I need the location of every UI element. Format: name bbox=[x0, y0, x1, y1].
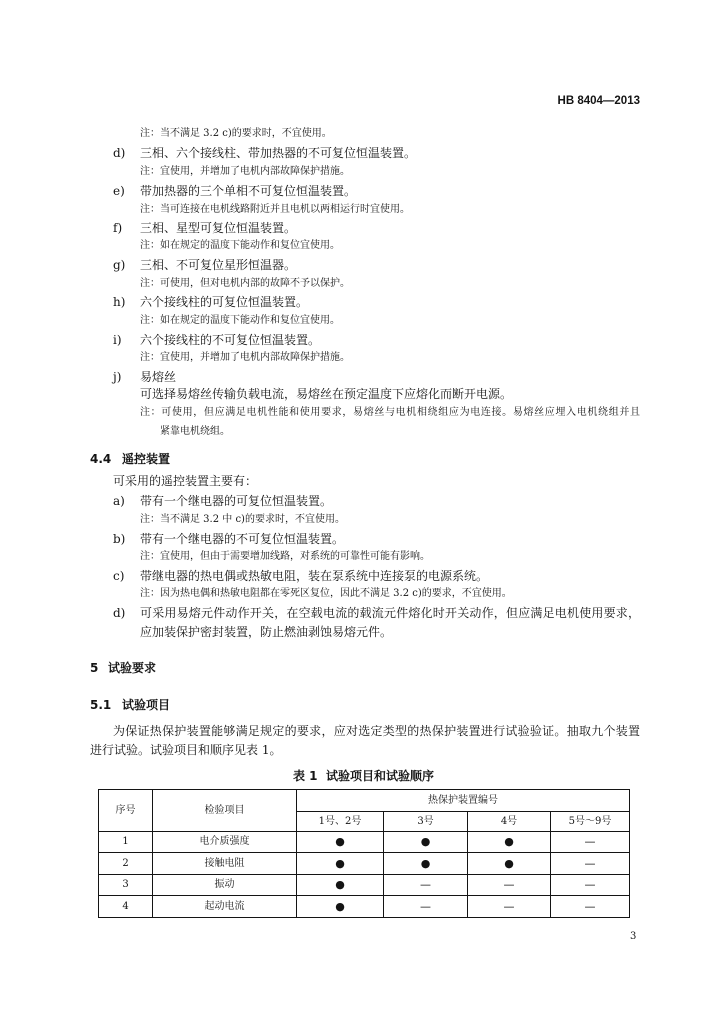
list-item bbox=[113, 295, 308, 309]
list-item-text: 三相、星型可复位恒温装置。 bbox=[140, 221, 297, 235]
table-cell-mark: — bbox=[551, 853, 630, 875]
section-number: 5 bbox=[90, 661, 99, 675]
list-item-text: 易熔丝 bbox=[140, 370, 177, 384]
list-item bbox=[113, 221, 296, 235]
paragraph-line: 为保证热保护装置能够满足规定的要求，应对选定类型的热保护装置进行试验验证。抽取九个装置 bbox=[113, 724, 640, 738]
note: 注：宜使用，并增加了电机内部故障保护措施。 bbox=[140, 166, 350, 177]
section-title: 试验要求 bbox=[108, 661, 157, 675]
list-item-label: c) bbox=[113, 569, 125, 583]
table-cell-mark: — bbox=[468, 896, 551, 918]
page-number: 3 bbox=[630, 931, 637, 942]
table-cell-mark: ● bbox=[297, 832, 384, 853]
table-cell-item: 电介质强度 bbox=[153, 832, 297, 853]
list-item bbox=[113, 184, 356, 198]
table-row bbox=[99, 875, 630, 896]
list-item-label: b) bbox=[113, 532, 126, 546]
table-cell-seq: 3 bbox=[99, 875, 153, 896]
list-item-label: e) bbox=[113, 184, 125, 198]
table-caption-number: 表 1 bbox=[293, 769, 318, 783]
note: 注：如在规定的温度下能动作和复位宜使用。 bbox=[140, 240, 340, 251]
paragraph-line: 进行试验。试验项目和顺序见表 1。 bbox=[90, 743, 282, 757]
table-row bbox=[99, 832, 630, 853]
table-row bbox=[99, 896, 630, 918]
table-cell-mark: ● bbox=[468, 853, 551, 875]
document-number: HB 8404—2013 bbox=[557, 95, 640, 107]
list-item bbox=[113, 532, 344, 546]
list-item-text: 带有一个继电器的不可复位恒温装置。 bbox=[140, 532, 345, 546]
table-caption-title: 试验项目和试验顺序 bbox=[326, 769, 435, 783]
list-item-text: 三相、六个接线柱、带加热器的不可复位恒温装置。 bbox=[140, 146, 417, 160]
list-item-text: 可采用易熔元件动作开关，在空载电流的载流元件熔化时开关动作，但应满足电机使用要求， bbox=[140, 606, 640, 620]
section-number: 5.1 bbox=[90, 698, 112, 712]
table-cell-item: 起动电流 bbox=[153, 896, 297, 918]
list-item-body: 可选择易熔丝传输负载电流，易熔丝在预定温度下应熔化而断开电源。 bbox=[140, 387, 513, 401]
table-cell-item: 接触电阻 bbox=[153, 853, 297, 875]
list-item-label: j) bbox=[113, 370, 122, 384]
list-item-label: h) bbox=[113, 295, 126, 309]
list-item-text: 带加热器的三个单相不可复位恒温装置。 bbox=[140, 184, 357, 198]
table-cell-mark: — bbox=[551, 896, 630, 918]
list-item bbox=[113, 569, 488, 583]
table-cell-mark: — bbox=[551, 832, 630, 853]
table-header-cell-seq: 序号 bbox=[99, 790, 153, 832]
note: 注：可使用，但应满足电机性能和使用要求，易熔丝与电机相绕组应为电连接。易熔丝应埋入电机绕组并且 bbox=[140, 407, 640, 418]
list-item-label: d) bbox=[113, 606, 126, 620]
table-cell-mark: ● bbox=[297, 875, 384, 896]
list-item-label: a) bbox=[113, 494, 125, 508]
section-title: 遥控装置 bbox=[122, 452, 171, 466]
paragraph-line: 可采用的遥控装置主要有： bbox=[113, 474, 258, 488]
table-header-cell-item: 检验项目 bbox=[153, 790, 297, 832]
test-items-table bbox=[98, 789, 630, 918]
table-header-cell: 1号、2号 bbox=[297, 812, 384, 832]
list-item-text: 带继电器的热电偶或热敏电阻，装在泵系统中连接泵的电源系统。 bbox=[140, 569, 489, 583]
list-item bbox=[113, 494, 332, 508]
section-number: 4.4 bbox=[90, 452, 112, 466]
list-item bbox=[113, 333, 320, 347]
list-item-text: 六个接线柱的可复位恒温装置。 bbox=[140, 295, 309, 309]
note: 注：可使用，但对电机内部的故障不予以保护。 bbox=[140, 278, 350, 289]
list-item-label: i) bbox=[113, 333, 122, 347]
list-item-label: g) bbox=[113, 258, 126, 272]
section-title: 试验项目 bbox=[122, 698, 171, 712]
table-cell-mark: ● bbox=[297, 853, 384, 875]
table-cell-mark: — bbox=[468, 875, 551, 896]
note: 注：宜使用，但由于需要增加线路，对系统的可靠性可能有影响。 bbox=[140, 551, 430, 562]
list-item-label: f) bbox=[113, 221, 123, 235]
list-item-text: 带有一个继电器的可复位恒温装置。 bbox=[140, 494, 333, 508]
table-cell-mark: ● bbox=[384, 832, 468, 853]
table-cell-mark: — bbox=[551, 875, 630, 896]
table-header-cell: 5号～9号 bbox=[551, 812, 630, 832]
note: 注：宜使用，并增加了电机内部故障保护措施。 bbox=[140, 352, 350, 363]
table-header-cell: 3号 bbox=[384, 812, 468, 832]
note: 注：如在规定的温度下能动作和复位宜使用。 bbox=[140, 315, 340, 326]
list-item bbox=[113, 258, 296, 272]
list-item bbox=[113, 146, 416, 160]
table-cell-mark: ● bbox=[384, 853, 468, 875]
table-cell-mark: — bbox=[384, 896, 468, 918]
note: 注：当不满足 3.2 c)的要求时，不宜使用。 bbox=[140, 128, 332, 139]
list-item-text: 三相、不可复位星形恒温器。 bbox=[140, 258, 297, 272]
table-cell-seq: 2 bbox=[99, 853, 153, 875]
table-header-cell: 4号 bbox=[468, 812, 551, 832]
table-cell-mark: ● bbox=[468, 832, 551, 853]
table-cell-mark: ● bbox=[297, 896, 384, 918]
list-item-text: 六个接线柱的不可复位恒温装置。 bbox=[140, 333, 321, 347]
table-cell-seq: 1 bbox=[99, 832, 153, 853]
table-cell-mark: — bbox=[384, 875, 468, 896]
table-header-cell-group: 热保护装置编号 bbox=[297, 790, 630, 812]
note: 注：因为热电偶和热敏电阻都在零死区复位，因此不满足 3.2 c)的要求，不宜使用。 bbox=[140, 588, 512, 599]
table-cell-seq: 4 bbox=[99, 896, 153, 918]
table-header-row bbox=[99, 790, 630, 812]
table-cell-item: 振动 bbox=[153, 875, 297, 896]
list-item-text-continuation: 应加装保护密封装置，防止燃油剥蚀易熔元件。 bbox=[140, 625, 393, 639]
note: 注：当可连接在电机线路附近并且电机以两相运行时宜使用。 bbox=[140, 204, 410, 215]
list-item-label: d) bbox=[113, 146, 126, 160]
list-item bbox=[113, 606, 640, 620]
note-continuation: 紧靠电机绕组。 bbox=[160, 426, 230, 437]
note: 注：当不满足 3.2 中 c)的要求时，不宜使用。 bbox=[140, 514, 345, 525]
list-item bbox=[113, 370, 176, 384]
table-row bbox=[99, 853, 630, 875]
